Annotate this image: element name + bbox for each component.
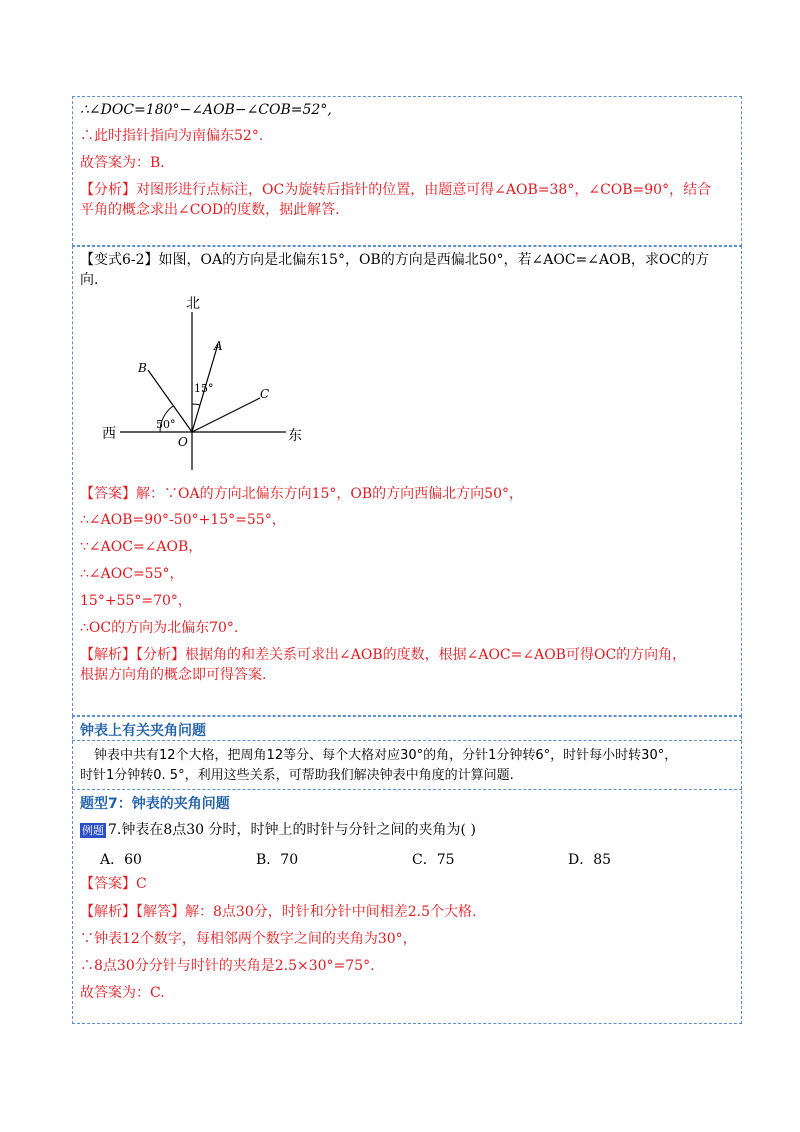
label-b: B xyxy=(138,361,147,375)
solution-line-5: 15°+55°=70°， xyxy=(80,593,192,609)
label-west: 西 xyxy=(102,426,116,442)
answer-line: 故答案为：B. xyxy=(80,155,165,171)
type-title: 题型7：钟表的夹角问题 xyxy=(80,796,230,812)
solution-line-2: ∴∠AOB=90°-50°+15°=55°， xyxy=(80,512,286,528)
section-title: 钟表上有关夹角问题 xyxy=(80,723,206,739)
label-c: C xyxy=(260,387,270,401)
direction-diagram xyxy=(96,292,316,472)
solution-line-6: ∴OC的方向为北偏东70°. xyxy=(80,620,239,636)
solution-step-1: 【解析】【解答】解：8点30分，时针和分针中间相差2.5个大格. xyxy=(80,904,477,920)
option-b: B．70 xyxy=(256,852,299,868)
solution-line-4: ∴∠AOC=55°， xyxy=(80,566,184,582)
question-line-1: 【变式6-2】如图，OA的方向是北偏东15°，OB的方向是西偏北50°，若∠AOC=∠AOB，求OC的方 xyxy=(80,252,710,268)
section-body-2: 时针1分钟转0. 5°，利用这些关系，可帮助我们解决钟表中角度的计算问题. xyxy=(80,768,514,783)
solution-step-3: ∴8点30分分针与时针的夹角是2.5×30°=75°. xyxy=(80,958,375,974)
solution-line-1: 【答案】解：∵OA的方向北偏东方向15°，OB的方向西偏北方向50°， xyxy=(80,486,523,502)
solution-line-3: ∵∠AOC=∠AOB， xyxy=(80,539,203,555)
example-question xyxy=(80,820,476,840)
solution-step-2: ∵钟表12个数字，每相邻两个数字之间的夹角为30°， xyxy=(80,931,417,947)
analysis-line-1: 【分析】对图形进行点标注，OC为旋转后指针的位置，由题意可得∠AOB=38°，∠COB=90°，结合 xyxy=(80,182,712,198)
section-body-1: 钟表中共有12个大格，把周角12等分、每个大格对应30°的角，分针1分钟转6°，时针每小时转30°， xyxy=(94,748,678,763)
angle-15-arc xyxy=(192,404,200,405)
equation-doc: ∴∠DOC=180°−∠AOB−∠COB=52°, xyxy=(80,102,332,118)
type-divider xyxy=(72,789,742,790)
explanation-line-2: 根据方向角的概念即可得答案. xyxy=(80,667,267,683)
ray-oc xyxy=(192,398,260,432)
label-angle-50: 50° xyxy=(156,418,176,431)
conclusion-line: ∴此时指针指向为南偏东52°. xyxy=(80,128,264,144)
explanation-line-1: 【解析】【分析】根据角的和差关系可求出∠AOB的度数，根据∠AOC=∠AOB可得OC的方向角， xyxy=(80,647,687,663)
analysis-line-2: 平角的概念求出∠COD的度数，据此解答. xyxy=(80,202,340,218)
option-c: C．75 xyxy=(412,852,455,868)
option-a: A．60 xyxy=(100,852,142,868)
option-d: D．85 xyxy=(568,852,612,868)
solution-step-4: 故答案为：C. xyxy=(80,985,165,1001)
label-angle-15: 15° xyxy=(194,382,214,395)
label-a: A xyxy=(214,339,223,353)
answer-label: 【答案】C xyxy=(80,876,147,892)
example-badge: 例题 xyxy=(82,824,104,837)
label-o: O xyxy=(178,435,188,449)
question-text: 7.钟表在8点30 分时，时钟上的时针与分针之间的夹角为( ) xyxy=(108,822,476,838)
label-east: 东 xyxy=(288,428,302,444)
question-line-2: 向. xyxy=(80,272,99,288)
section-divider xyxy=(72,740,742,741)
label-north: 北 xyxy=(186,296,200,312)
